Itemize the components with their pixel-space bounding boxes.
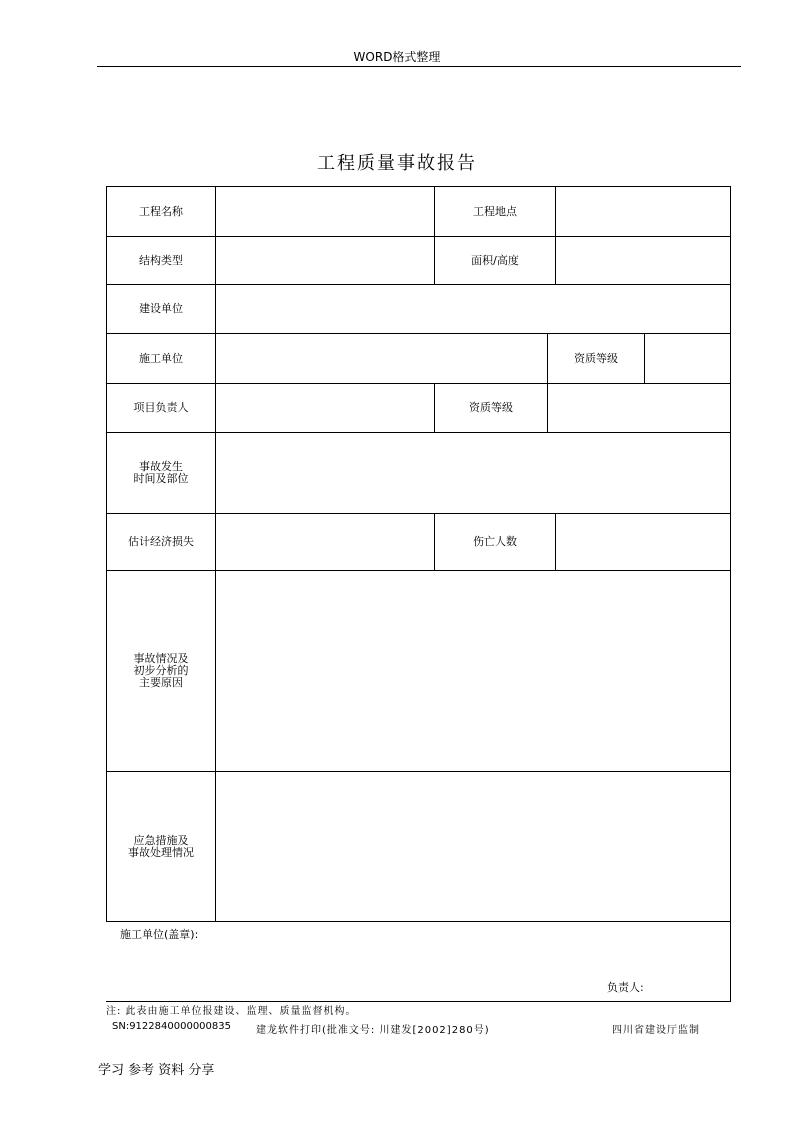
project-name-field[interactable]	[216, 187, 434, 236]
construction-unit-field[interactable]	[216, 334, 547, 383]
accident-cause-field[interactable]	[216, 571, 730, 771]
issuer-text: 四川省建设厅监制	[612, 1025, 700, 1036]
project-manager-label: 项目负责人	[133, 401, 189, 414]
serial-number: SN:9122840000000835	[112, 1021, 231, 1032]
construction-unit-label: 施工单位	[139, 351, 183, 365]
qualification-label-2: 资质等级	[469, 401, 513, 414]
qualification-field-2[interactable]	[548, 384, 730, 432]
emergency-measures-label: 应急措施及 事故处理情况	[128, 833, 194, 859]
project-name-label: 工程名称	[139, 204, 183, 218]
structure-type-field[interactable]	[216, 237, 434, 284]
economic-loss-field[interactable]	[216, 514, 434, 570]
accident-time-location-label: 事故发生 时间及部位	[133, 460, 189, 485]
builder-unit-field[interactable]	[216, 285, 730, 333]
accident-cause-label: 事故情况及 初步分析的 主要原因	[133, 652, 189, 689]
casualties-field[interactable]	[556, 514, 730, 570]
form-line	[106, 921, 731, 922]
qualification-field-1[interactable]	[645, 334, 730, 383]
economic-loss-label: 估计经济损失	[128, 535, 194, 548]
emergency-measures-field[interactable]	[216, 772, 730, 921]
accident-time-location-field[interactable]	[216, 433, 730, 513]
page-header-text: WORD格式整理	[353, 50, 441, 64]
project-manager-field[interactable]	[216, 384, 434, 432]
form-line	[730, 186, 731, 1002]
structure-type-label: 结构类型	[139, 253, 183, 267]
header-divider	[97, 66, 741, 67]
project-location-field[interactable]	[556, 187, 730, 236]
responsible-person-label: 负责人:	[607, 981, 644, 994]
area-height-label: 面积/高度	[471, 253, 519, 267]
builder-unit-label: 建设单位	[139, 302, 183, 315]
casualties-label: 伤亡人数	[473, 535, 517, 548]
report-title: 工程质量事故报告	[317, 153, 477, 174]
construction-seal-label: 施工单位(盖章):	[120, 928, 199, 941]
project-location-label: 工程地点	[473, 204, 517, 218]
software-approval-text: 建龙软件打印(批准文号: 川建发[2002]280号)	[256, 1025, 490, 1036]
qualification-label-1: 资质等级	[574, 351, 618, 365]
report-form	[106, 186, 731, 1002]
form-note: 注: 此表由施工单位报建设、监理、质量监督机构。	[106, 1006, 357, 1017]
bottom-note: 学习 参考 资料 分享	[98, 1063, 215, 1078]
area-height-field[interactable]	[556, 237, 730, 284]
